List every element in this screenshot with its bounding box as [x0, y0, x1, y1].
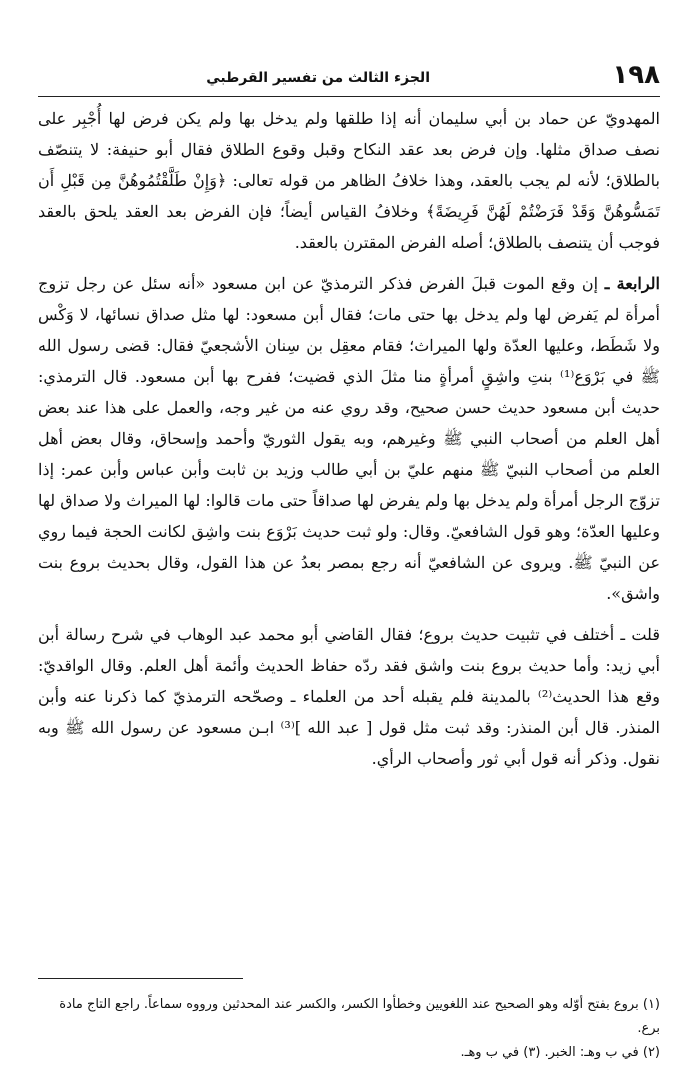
- footnote-divider: [38, 978, 243, 979]
- page-number: ١٩٨: [612, 60, 660, 90]
- paragraph-3: [38, 619, 660, 774]
- page: [38, 58, 661, 1060]
- footnotes: [38, 978, 660, 1065]
- page-header: [38, 58, 660, 97]
- paragraph-2: [38, 268, 660, 609]
- paragraph-text: إن وقع الموت قبلَ الفرض فذكر الترمذيّ عن ابن مسعود «أنه سئل عن رجل تزوج أمرأة لم يَفرض لها ولم يدخل بها حتى مات؛ فقال أبن مسعود: لها مثل صداق نسائها، لا وَكْس ولا شَطَط، وعليها العدّة ولها الميراث؛ فقام معقِل بن سِنان الأشجعيّ فقال: قضى رسول الله ﷺ في بَرْوَع⁽¹⁾ بنتِ واشِقٍ أمرأةٍ منا مثلَ الذي قضيت؛ ففرح بها أبن مسعود. قال الترمذي: حديث أبن مسعود حديث حسن صحيح، وقد روي عنه من غير وجه، والعمل على هذا عند بعض أهل العلم من أصحاب النبي ﷺ وغيرهم، وبه يقول الثوريّ وأحمد وإسحاق، وقال بعض أهل العلم من أصحاب النبيّ ﷺ منهم عليّ بن أبي طالب وزيد بن ثابت وأبن عباس وأبن عمر: إذا تزوّج الرجل أمرأة ولم يدخل بها ولم يفرض لها صداقاً حتى مات قالوا: لها الميراث ولا صداق لها وعليها العدّة؛ وهو قول الشافعيّ. وقال: ولو ثبت حديث بَرْوَع بنت واشِق لكانت الحجة فيما روي عن النبيّ ﷺ. ويروى عن الشافعيّ أنه رجع بمصر بعدُ عن هذا القول، وقال بحديث بروع بنت واشق».: [38, 274, 661, 603]
- paragraph-1: [38, 103, 660, 258]
- paragraph-text: قلت ـ أختلف في تثبيت حديث بروع؛ فقال القاضي أبو محمد عبد الوهاب في شرح رسالة أبن أبي زيد: وأما حديث بروع بنت واشق فقد ردّه حفاظ الحديث وأئمة أهل العلم. وقال الواقديّ: وقع هذا الحديث⁽²⁾ بالمدينة فلم يقبله أحد من العلماء ـ وصحّحه الترمذيّ كما ذكرنا عنه وأبن المنذر. قال أبن المنذر: وقد ثبت مثل قول [ عبد الله ]⁽³⁾ ابـن مسعود عن رسول الله ﷺ وبه نقول. وذكر أنه قول أبي ثور وأصحاب الرأي.: [38, 625, 661, 768]
- body-text: [38, 103, 660, 774]
- running-title: الجزء الثالث من تفسير القرطبي: [206, 70, 430, 86]
- footnote-2: (٢) في ب وهـ: الخبر. (٣) في ب وهـ.: [460, 1045, 660, 1060]
- footnote-1: (١) بروع بفتح أوّله وهو الصحيح عند اللغويين وخطأوا الكسر، والكسر عند المحدثين ورووه سماعاً. راجع التاج مادة برع.: [59, 997, 660, 1036]
- paragraph-label: الرابعة ـ: [604, 274, 660, 293]
- paragraph-text: المهدويّ عن حماد بن أبي سليمان أنه إذا طلقها ولم يدخل بها ولم يكن فرض لها أُجْبِر على نصف صداق مثلها. وإن فرض بعد عقد النكاح وقبل وقوع الطلاق فقال أبو حنيفة: لا يتنصّف بالطلاق؛ لأنه لم يجب بالعقد، وهذا خلافُ الظاهر من قوله تعالى: ﴿وَإِنْ طَلَّقْتُمُوهُنَّ مِن قَبْلِ أَن تَمَسُّوهُنَّ وَقَدْ فَرَضْتُمْ لَهُنَّ فَرِيضَةً﴾ وخلافُ القياس أيضاً؛ فإن الفرض بعد العقد يلحق بالعقد فوجب أن يتنصف بالطلاق؛ أصله الفرض المقترن بالعقد.: [38, 109, 660, 252]
